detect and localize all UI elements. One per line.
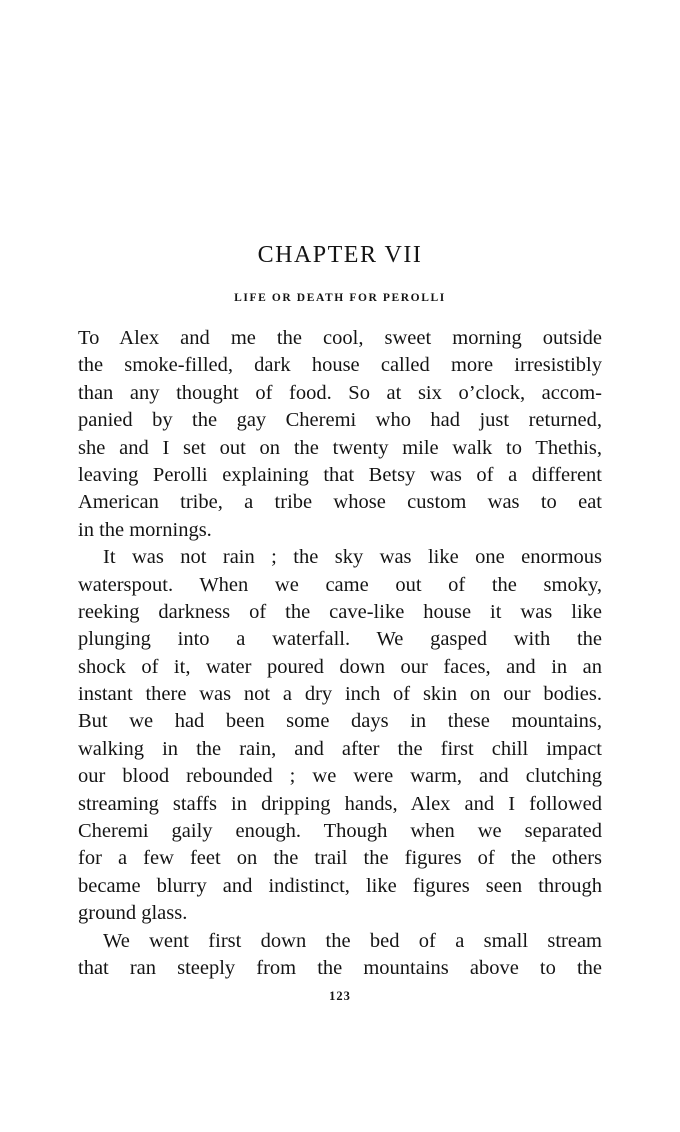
text-line: shock of it, water poured down our faces, and in an — [78, 655, 602, 678]
text-line: To Alex and me the cool, sweet morning outside — [78, 327, 602, 349]
text-line: American tribe, a tribe whose custom was to eat — [78, 491, 602, 514]
text-line: waterspout. When we came out of the smoky, — [78, 573, 602, 596]
text-line: she and I set out on the twenty mile walk to Thethis, — [78, 436, 602, 459]
text-line: than any thought of food. So at six o’clock, accom- — [78, 381, 602, 404]
text-line: reeking darkness of the cave-like house it was like — [78, 600, 602, 623]
text-line: But we had been some days in these mountains, — [78, 710, 602, 733]
text-line: walking in the rain, and after the first chill impact — [78, 737, 602, 760]
text-line: became blurry and indistinct, like figures seen through — [78, 874, 602, 897]
text-line: It was not rain ; the sky was like one enormous — [103, 546, 602, 569]
text-line: in the mornings. — [78, 518, 212, 541]
text-line: ground glass. — [78, 902, 188, 925]
text-line: that ran steeply from the mountains above to the — [78, 956, 602, 979]
chapter-title: CHAPTER VII — [257, 242, 423, 268]
text-line: our blood rebounded ; we were warm, and clutching — [78, 765, 602, 788]
text-line: the smoke-filled, dark house called more irresistibly — [78, 354, 602, 377]
text-line: panied by the gay Cheremi who had just returned, — [78, 409, 602, 432]
text-line: leaving Perolli explaining that Betsy was of a different — [78, 463, 602, 486]
text-line: We went first down the bed of a small stream — [103, 929, 602, 952]
page-number: 123 — [329, 989, 351, 1003]
text-line: plunging into a waterfall. We gasped with the — [78, 628, 602, 651]
text-line: instant there was not a dry inch of skin on our bodies. — [78, 683, 602, 706]
chapter-subtitle: LIFE OR DEATH FOR PEROLLI — [234, 292, 446, 304]
text-line: for a few feet on the trail the figures of the others — [78, 847, 602, 870]
body-text — [78, 325, 602, 982]
text-line: streaming staffs in dripping hands, Alex and I followed — [78, 792, 602, 815]
text-line: Cheremi gaily enough. Though when we separated — [78, 820, 602, 843]
